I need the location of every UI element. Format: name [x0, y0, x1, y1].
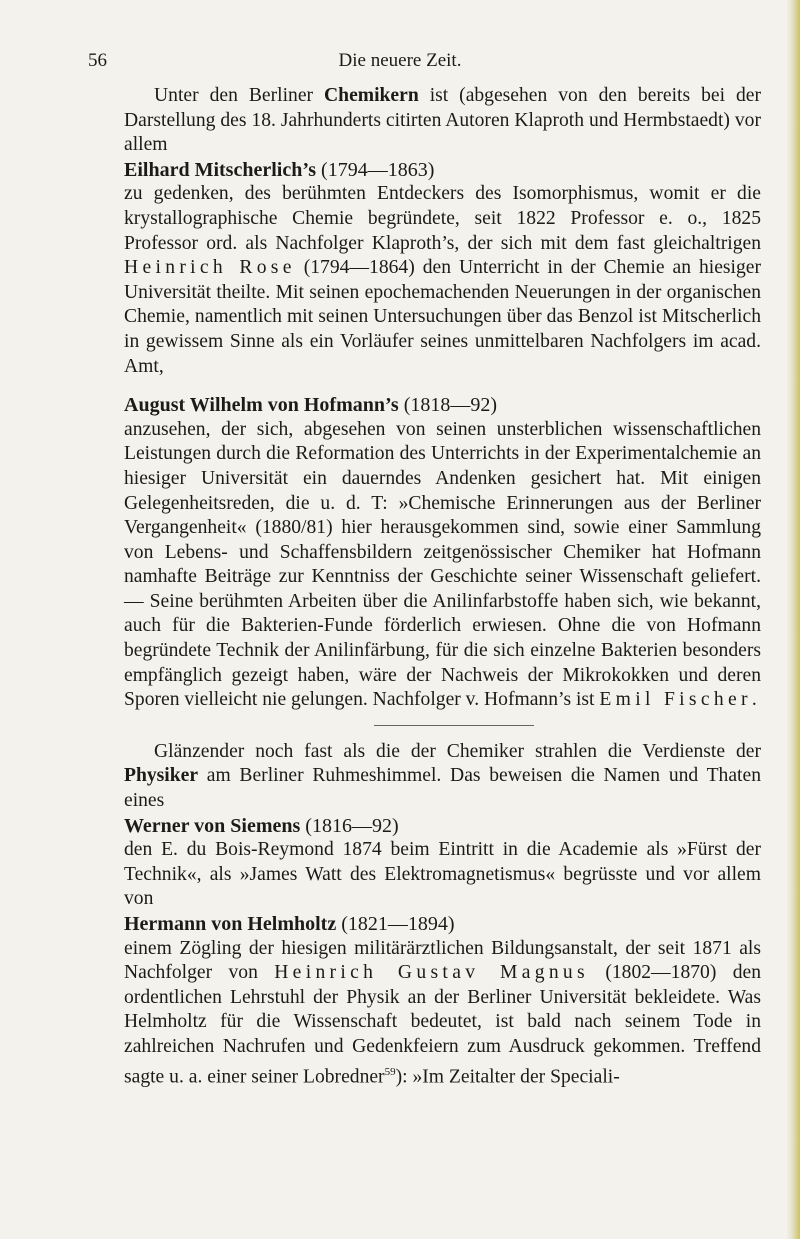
footnote-marker[interactable]: 59: [384, 1065, 396, 1078]
text-run: Glänzender noch fast als die der Chemiker strahlen die Verdienste der: [154, 740, 761, 762]
paragraph-physicists-intro: [124, 740, 761, 814]
text-run: (1794—1864) den Unterricht in der Chemie an hiesiger Universität theilte. Mit seinen epochemachenden Neuerungen in der organischen Chemie, namentlich mit seinen Untersuchungen über das Benzol ist Mitscherlich in gewissem Sinne als ein Vorläufer seines unmittelbaren Nachfolgers im acad. Amt,: [124, 257, 761, 377]
spaced-name-rose: Heinrich Rose: [124, 257, 296, 279]
heading-mitscherlich: [124, 158, 761, 183]
heading-hofmann: [124, 393, 761, 418]
spaced-name-fischer: Emil Fischer: [599, 689, 752, 711]
text-run: anzusehen, der sich, abgesehen von seinen unsterblichen wissenschaftlichen Leistungen durch die Reformation des Unterrichts in der Experimentalchemie an hiesiger Universität ein dauerndes Andenken gesichert hat. Mit einigen Gelegenheitsreden, die u. d. T: »Chemische Erinnerungen aus der Berliner Vergangenheit« (1880/81) hier herausgekommen sind, sowie einer Sammlung von Lebens- und Schaffensbildern zeitgenössischer Chemiker hat Hofmann namhafte Beiträge zur Kenntniss der Geschichte seiner Wissenschaft geliefert. — Seine berühmten Arbeiten über die Anilinfarbstoffe haben sich, wie bekannt, auch für die Bakterien-Funde förderlich erwiesen. Ohne die von Hofmann begründete Technik der Anilinfärbung, für die sich einzelne Bakterien besonders empfänglich gezeigt haben, wäre der Nachweis der Mikrokokken und deren Sporen vielleicht nie gelungen. Nachfolger v. Hofmann’s ist: [124, 418, 761, 711]
keyword-physiker: Physiker: [124, 765, 199, 787]
page-header: [0, 50, 800, 80]
person-dates: (1821—1894): [336, 913, 455, 935]
spaced-name-magnus: Heinrich Gustav Magnus: [274, 962, 589, 984]
section-separator: [374, 725, 534, 726]
heading-helmholtz: [124, 912, 761, 937]
person-name: Hermann von Helmholtz: [124, 913, 337, 935]
text-run: am Berliner Ruhmeshimmel. Das beweisen die Namen und Thaten eines: [124, 765, 761, 812]
text-run: einem Zögling der hiesigen militärärztlichen Bildungsanstalt, der seit 1871 als Nachfolger von: [124, 937, 761, 984]
paragraph-hofmann: [124, 418, 761, 713]
person-dates: (1794—1863): [316, 158, 435, 181]
heading-siemens: [124, 814, 761, 839]
person-name: Werner von Siemens: [124, 814, 301, 837]
page-number: 56: [88, 50, 107, 71]
text-run: .: [751, 689, 757, 711]
text-run: ): »Im Zeitalter der Speciali-: [395, 1066, 620, 1088]
paragraph-helmholtz: [124, 937, 761, 1090]
text-run: ist (abgesehen von den bereits bei der Darstellung des 18. Jahrhunderts citirten Autoren Klaproth und Hermbstaedt) vor allem: [124, 85, 762, 156]
paragraph-mitscherlich: [124, 182, 761, 379]
text-run: Unter den Berliner: [154, 85, 325, 106]
text-run: zu gedenken, des berühmten Entdeckers des Isomorphismus, womit er die krystallographische Chemie begründete, seit 1822 Professor e. o., 1825 Professor ord. als Nachfolger Klaproth’s, der sich mit dem fast gleichaltrigen: [124, 183, 761, 254]
text-run: den E. du Bois-Reymond 1874 beim Eintritt in die Academie als »Fürst der Technik«, als »James Watt des Elektromagnetismus« begrüsste und vor allem von: [124, 839, 761, 910]
keyword-chemikern: Chemikern: [324, 85, 419, 106]
person-name: Eilhard Mitscherlich’s: [124, 158, 317, 181]
body-text: [124, 84, 761, 1090]
text-run: (1802—1870) den ordentlichen Lehrstuhl der Physik an der Berliner Universität bekleidete. Was Helmholtz für die Wissenschaft bedeutet, ist bald nach seinem Tode in zahlreichen Nachrufen und Gedenkfeiern zum Ausdruck gekommen. Treffend sagte u. a. einer seiner Lobredner: [124, 962, 761, 1088]
running-title: Die neuere Zeit.: [338, 50, 462, 71]
paragraph-chemists-intro: [124, 84, 761, 158]
spacer: [124, 379, 761, 393]
person-dates: (1818—92): [398, 394, 498, 417]
person-dates: (1816—92): [300, 814, 399, 837]
person-name: August Wilhelm von Hofmann’s: [124, 394, 399, 417]
paragraph-siemens: [124, 838, 761, 912]
page-edge: [786, 0, 800, 1239]
